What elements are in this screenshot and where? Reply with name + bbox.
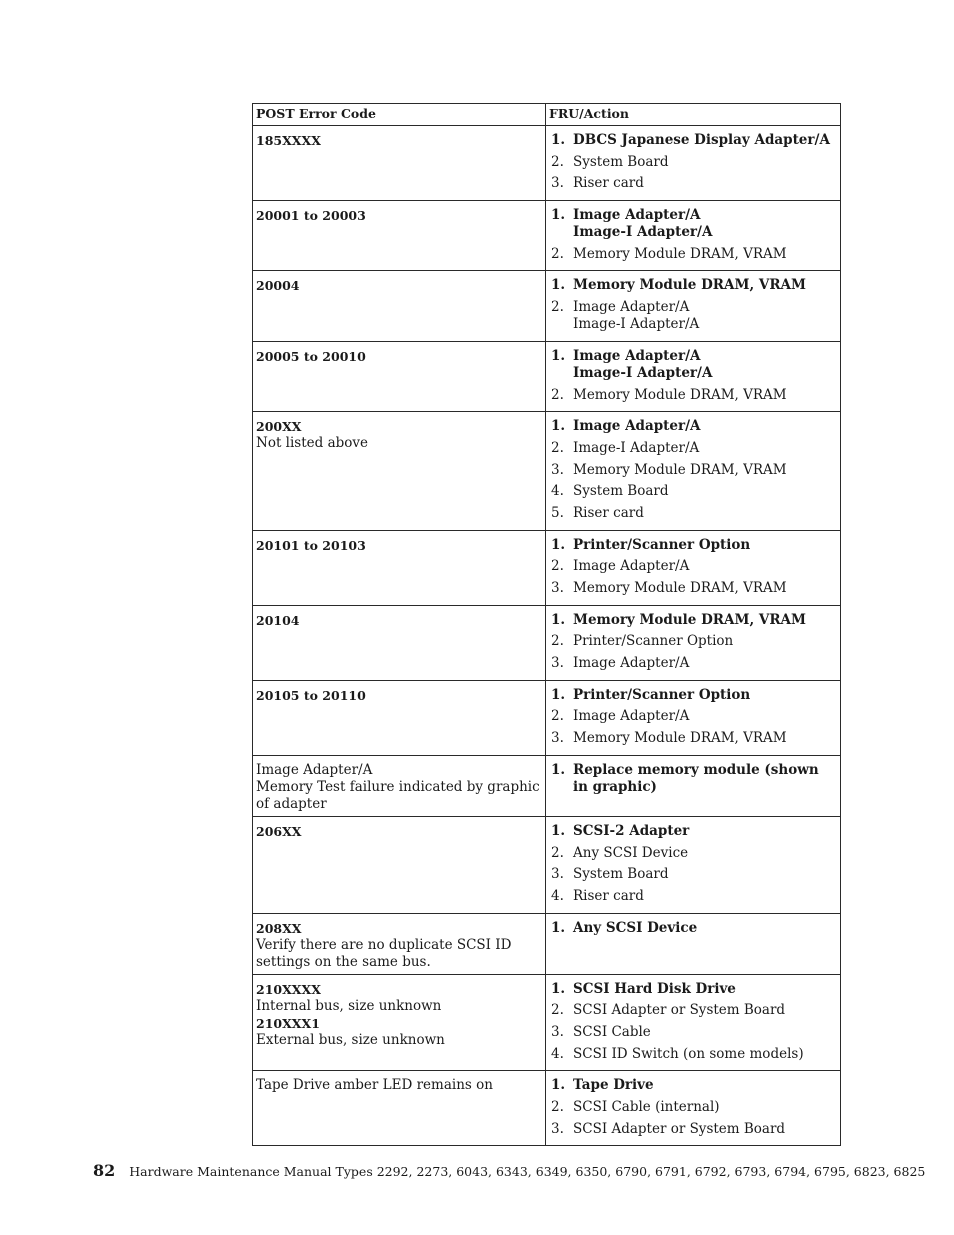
fru-action-text: Memory Module DRAM, VRAM bbox=[573, 580, 787, 596]
post-error-table bbox=[252, 103, 841, 1146]
fru-action-text: Printer/Scanner Option bbox=[573, 536, 751, 553]
fru-action-cell bbox=[546, 755, 841, 816]
fru-action-list bbox=[549, 687, 837, 747]
list-number: 2. bbox=[551, 153, 564, 170]
fru-action-text: Printer/Scanner Option bbox=[573, 633, 734, 650]
fru-action-text: System Board bbox=[573, 866, 669, 883]
error-code-cell bbox=[253, 530, 546, 605]
fru-action-text: Replace memory module (shown in graphic) bbox=[573, 761, 819, 795]
list-number: 3. bbox=[551, 655, 564, 672]
fru-action-text: Any SCSI Device bbox=[573, 844, 689, 861]
fru-action-item bbox=[549, 277, 837, 294]
error-code: 20105 to 20110 bbox=[256, 687, 366, 703]
list-number: 3. bbox=[551, 461, 564, 478]
list-number: 1. bbox=[551, 980, 566, 997]
error-code-cell bbox=[253, 816, 546, 913]
list-number: 2. bbox=[551, 558, 564, 575]
table-row bbox=[253, 412, 841, 530]
table-row bbox=[253, 605, 841, 680]
fru-action-item bbox=[549, 299, 837, 333]
fru-action-text: Image Adapter/A bbox=[573, 558, 690, 575]
error-code-cell bbox=[253, 680, 546, 755]
fru-action-item bbox=[549, 1077, 837, 1094]
table-row bbox=[253, 913, 841, 974]
fru-action-text: DBCS Japanese Display Adapter/A bbox=[573, 132, 830, 148]
fru-action-text: SCSI Adapter or System Board bbox=[573, 1120, 786, 1137]
fru-action-text: Memory Module DRAM, VRAM bbox=[573, 386, 787, 403]
fru-action-list bbox=[549, 981, 837, 1063]
fru-action-list bbox=[549, 277, 837, 333]
fru-action-text: Memory Module DRAM, VRAM bbox=[573, 730, 787, 747]
error-code-cell bbox=[253, 271, 546, 341]
fru-action-item bbox=[549, 762, 837, 796]
error-description: External bus, size unknown bbox=[256, 1031, 445, 1048]
fru-action-text: Image Adapter/A bbox=[573, 708, 690, 725]
fru-action-cell bbox=[546, 974, 841, 1071]
fru-action-text: Image Adapter/A bbox=[573, 655, 690, 672]
list-number: 3. bbox=[551, 175, 564, 192]
fru-action-cell bbox=[546, 913, 841, 974]
fru-action-item bbox=[549, 1121, 837, 1138]
error-description: Image Adapter/A bbox=[256, 761, 373, 778]
fru-action-list bbox=[549, 920, 837, 937]
error-description: Memory Test failure indicated by graphic of adapter bbox=[256, 778, 540, 812]
list-number: 3. bbox=[551, 580, 564, 596]
list-number: 1. bbox=[551, 277, 566, 294]
fru-action-item bbox=[549, 708, 837, 725]
fru-action-list bbox=[549, 418, 837, 522]
fru-action-list bbox=[549, 1077, 837, 1137]
fru-action-text: SCSI Cable bbox=[573, 1023, 651, 1040]
error-code-cell bbox=[253, 126, 546, 201]
list-number: 2. bbox=[551, 1099, 564, 1115]
fru-action-item bbox=[549, 154, 837, 171]
fru-action-item bbox=[549, 440, 837, 457]
fru-action-cell bbox=[546, 412, 841, 530]
fru-action-text: SCSI Adapter or System Board bbox=[573, 1002, 786, 1019]
error-code: 208XX bbox=[256, 920, 302, 936]
fru-action-item bbox=[549, 537, 837, 554]
fru-action-item bbox=[549, 348, 837, 382]
error-code-cell bbox=[253, 412, 546, 530]
fru-action-cell bbox=[546, 1071, 841, 1146]
list-number: 4. bbox=[551, 483, 564, 500]
fru-action-item bbox=[549, 246, 837, 263]
error-code: 206XX bbox=[256, 823, 302, 839]
fru-action-item bbox=[549, 132, 837, 149]
fru-action-text: System Board bbox=[573, 153, 669, 170]
error-code-cell bbox=[253, 605, 546, 680]
error-description: Not listed above bbox=[256, 435, 369, 452]
fru-action-list bbox=[549, 612, 837, 672]
list-number: 1. bbox=[551, 1077, 566, 1094]
fru-action-item bbox=[549, 845, 837, 862]
fru-action-item bbox=[549, 823, 837, 840]
list-number: 1. bbox=[551, 418, 566, 435]
list-number: 2. bbox=[551, 386, 564, 403]
table-row bbox=[253, 755, 841, 816]
fru-action-cell bbox=[546, 530, 841, 605]
error-description: Tape Drive amber LED remains on bbox=[256, 1077, 493, 1094]
fru-action-text: Printer/Scanner Option bbox=[573, 686, 751, 703]
fru-action-text: Image Adapter/A bbox=[573, 418, 701, 435]
list-number: 3. bbox=[551, 1120, 564, 1137]
fru-action-item bbox=[549, 633, 837, 650]
column-header-fru-action: FRU/Action bbox=[546, 104, 841, 126]
fru-action-text: SCSI Hard Disk Drive bbox=[573, 980, 736, 997]
error-code: 200XX bbox=[256, 419, 302, 435]
fru-action-item bbox=[549, 175, 837, 192]
list-number: 3. bbox=[551, 866, 564, 883]
list-number: 2. bbox=[551, 439, 564, 456]
fru-action-item bbox=[549, 505, 837, 522]
table-row bbox=[253, 341, 841, 411]
footer-title: Hardware Maintenance Manual Types 2292, 2273, 6043, 6343, 6349, 6350, 6790, 6791, 6792, 6793, 6794, 6795, 6823, 6825 bbox=[129, 1164, 926, 1179]
fru-action-cell bbox=[546, 126, 841, 201]
error-code: 20004 bbox=[256, 278, 300, 294]
fru-action-text: Image Adapter/A bbox=[573, 207, 701, 224]
fru-action-item bbox=[549, 558, 837, 575]
table-header-row bbox=[253, 104, 841, 126]
fru-action-cell bbox=[546, 201, 841, 271]
fru-action-item bbox=[549, 483, 837, 500]
error-code: 185XXXX bbox=[256, 133, 321, 148]
fru-action-item bbox=[549, 580, 837, 597]
error-code: 20101 to 20103 bbox=[256, 537, 366, 553]
list-number: 1. bbox=[551, 132, 566, 148]
fru-action-text: Riser card bbox=[573, 504, 644, 521]
error-description: Verify there are no duplicate SCSI ID settings on the same bus. bbox=[256, 936, 512, 970]
error-code: 210XXXX bbox=[256, 981, 321, 997]
table-row bbox=[253, 974, 841, 1071]
fru-action-item bbox=[549, 418, 837, 435]
fru-action-text: Tape Drive bbox=[573, 1077, 654, 1094]
fru-action-item bbox=[549, 888, 837, 905]
list-number: 1. bbox=[551, 919, 566, 936]
list-number: 3. bbox=[551, 1023, 564, 1040]
fru-action-text: Image-I Adapter/A bbox=[573, 224, 713, 241]
list-number: 5. bbox=[551, 504, 564, 521]
list-number: 1. bbox=[551, 347, 566, 364]
fru-action-list bbox=[549, 762, 837, 796]
error-code: 20005 to 20010 bbox=[256, 348, 366, 364]
error-code-cell bbox=[253, 913, 546, 974]
fru-action-item bbox=[549, 1024, 837, 1041]
fru-action-list bbox=[549, 348, 837, 404]
fru-action-text: SCSI-2 Adapter bbox=[573, 822, 690, 839]
table-row bbox=[253, 1071, 841, 1146]
fru-action-item bbox=[549, 655, 837, 672]
error-code-cell bbox=[253, 755, 546, 816]
fru-action-item bbox=[549, 981, 837, 998]
list-number: 1. bbox=[551, 822, 566, 839]
error-code: 20001 to 20003 bbox=[256, 208, 366, 224]
fru-action-item bbox=[549, 1046, 837, 1063]
table-row bbox=[253, 126, 841, 201]
fru-action-cell bbox=[546, 605, 841, 680]
list-number: 2. bbox=[551, 1002, 564, 1019]
fru-action-text: Any SCSI Device bbox=[573, 919, 698, 936]
fru-action-cell bbox=[546, 816, 841, 913]
error-description: Internal bus, size unknown bbox=[256, 997, 442, 1014]
fru-action-text: Memory Module DRAM, VRAM bbox=[573, 461, 787, 478]
error-code: 210XXX1 bbox=[256, 1015, 320, 1031]
error-code: 20104 bbox=[256, 612, 300, 628]
list-number: 2. bbox=[551, 844, 564, 861]
fru-action-item bbox=[549, 612, 837, 629]
table-row bbox=[253, 680, 841, 755]
table-body bbox=[253, 126, 841, 1146]
fru-action-item bbox=[549, 1002, 837, 1019]
fru-action-cell bbox=[546, 341, 841, 411]
error-code-cell bbox=[253, 1071, 546, 1146]
fru-action-text: SCSI Cable (internal) bbox=[573, 1099, 720, 1115]
table-row bbox=[253, 201, 841, 271]
fru-action-text: Image-I Adapter/A bbox=[573, 316, 700, 333]
fru-action-item bbox=[549, 462, 837, 479]
list-number: 2. bbox=[551, 708, 564, 725]
fru-action-text: System Board bbox=[573, 483, 669, 500]
fru-action-text: Riser card bbox=[573, 887, 644, 904]
list-number: 1. bbox=[551, 536, 566, 553]
fru-action-text: Image-I Adapter/A bbox=[573, 439, 700, 456]
page-number: 82 bbox=[93, 1161, 116, 1180]
table-row bbox=[253, 530, 841, 605]
fru-action-list bbox=[549, 207, 837, 263]
fru-action-item bbox=[549, 387, 837, 404]
fru-action-list bbox=[549, 132, 837, 192]
fru-action-text: Image-I Adapter/A bbox=[573, 364, 713, 381]
table-row bbox=[253, 816, 841, 913]
error-code-cell bbox=[253, 341, 546, 411]
fru-action-item bbox=[549, 1099, 837, 1116]
column-header-post-error-code: POST Error Code bbox=[253, 104, 546, 126]
table-row bbox=[253, 271, 841, 341]
fru-action-text: SCSI ID Switch (on some models) bbox=[573, 1045, 804, 1062]
page-footer bbox=[93, 1161, 925, 1180]
fru-action-list bbox=[549, 823, 837, 905]
list-number: 1. bbox=[551, 611, 566, 628]
list-number: 2. bbox=[551, 299, 564, 316]
fru-action-text: Memory Module DRAM, VRAM bbox=[573, 611, 806, 628]
error-code-cell bbox=[253, 974, 546, 1071]
list-number: 1. bbox=[551, 761, 566, 778]
fru-action-cell bbox=[546, 271, 841, 341]
fru-action-item bbox=[549, 207, 837, 241]
fru-action-text: Riser card bbox=[573, 175, 644, 192]
fru-action-item bbox=[549, 920, 837, 937]
fru-action-item bbox=[549, 687, 837, 704]
list-number: 4. bbox=[551, 1045, 564, 1062]
list-number: 1. bbox=[551, 207, 566, 224]
list-number: 2. bbox=[551, 245, 564, 262]
list-number: 4. bbox=[551, 887, 564, 904]
list-number: 1. bbox=[551, 686, 566, 703]
list-number: 3. bbox=[551, 730, 564, 747]
fru-action-text: Image Adapter/A bbox=[573, 299, 690, 316]
fru-action-cell bbox=[546, 680, 841, 755]
list-number: 2. bbox=[551, 633, 564, 650]
fru-action-item bbox=[549, 730, 837, 747]
fru-action-text: Image Adapter/A bbox=[573, 347, 701, 364]
fru-action-list bbox=[549, 537, 837, 597]
fru-action-text: Memory Module DRAM, VRAM bbox=[573, 277, 806, 294]
error-code-cell bbox=[253, 201, 546, 271]
fru-action-text: Memory Module DRAM, VRAM bbox=[573, 245, 787, 262]
fru-action-item bbox=[549, 866, 837, 883]
